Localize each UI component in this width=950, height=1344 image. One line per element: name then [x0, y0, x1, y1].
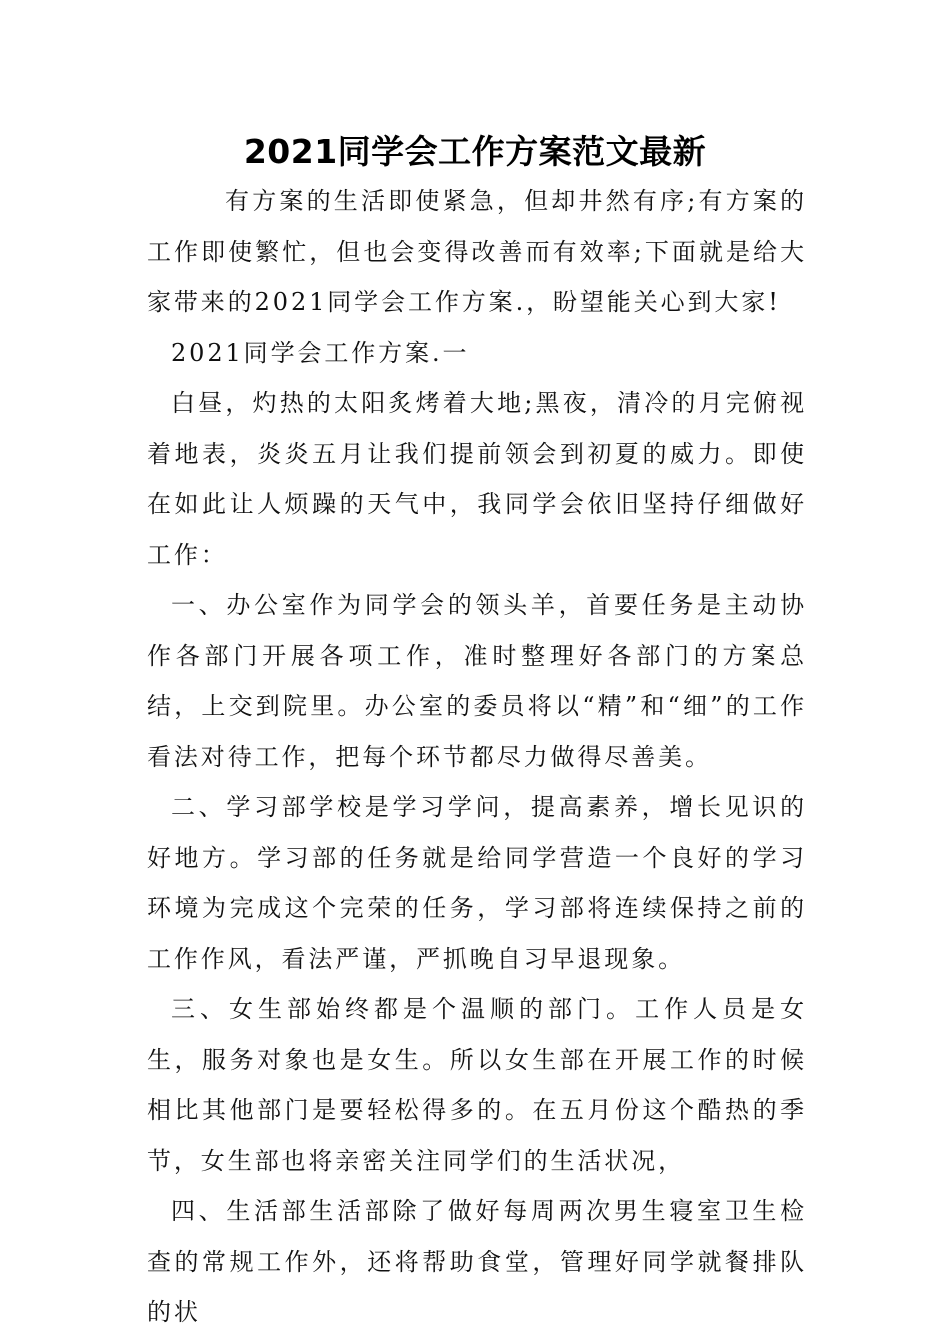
- body-paragraph-life: 四、生活部生活部除了做好每周两次男生寝室卫生检查的常规工作外，还将帮助食堂，管理好同学就餐排队的状: [147, 1197, 807, 1326]
- body-paragraph-study: 二、学习部学校是学习学问，提高素养，增长见识的好地方。学习部的任务就是给同学营造一个良好的学习环境为完成这个完荣的任务，学习部将连续保持之前的工作作风，看法严谨，严抓晚自习早退现象。: [147, 793, 807, 973]
- document-title: 2021同学会工作方案范文最新: [243, 132, 707, 171]
- section-heading: 2021同学会工作方案.一: [171, 338, 470, 367]
- document-body: [147, 176, 807, 1338]
- body-paragraph-girls: 三、女生部始终都是个温顺的部门。工作人员是女生，服务对象也是女生。所以女生部在开展工作的时候相比其他部门是要轻松得多的。在五月份这个酷热的季节，女生部也将亲密关注同学们的生活状况，: [147, 995, 807, 1175]
- body-paragraph: 白昼，灼热的太阳炙烤着大地;黑夜，清冷的月完俯视着地表，炎炎五月让我们提前领会到初夏的威力。即使在如此让人烦躁的天气中，我同学会依旧坚持仔细做好工作：: [147, 389, 807, 569]
- intro-paragraph: 有方案的生活即使紧急，但却井然有序;有方案的工作即使繁忙，但也会变得改善而有效率;下面就是给大家带来的2021同学会工作方案.，盼望能关心到大家!: [147, 187, 807, 316]
- body-paragraph-office: 一、办公室作为同学会的领头羊，首要任务是主动协作各部门开展各项工作，准时整理好各部门的方案总结，上交到院里。办公室的委员将以“精”和“细”的工作看法对待工作，把每个环节都尽力做得尽善美。: [147, 591, 807, 771]
